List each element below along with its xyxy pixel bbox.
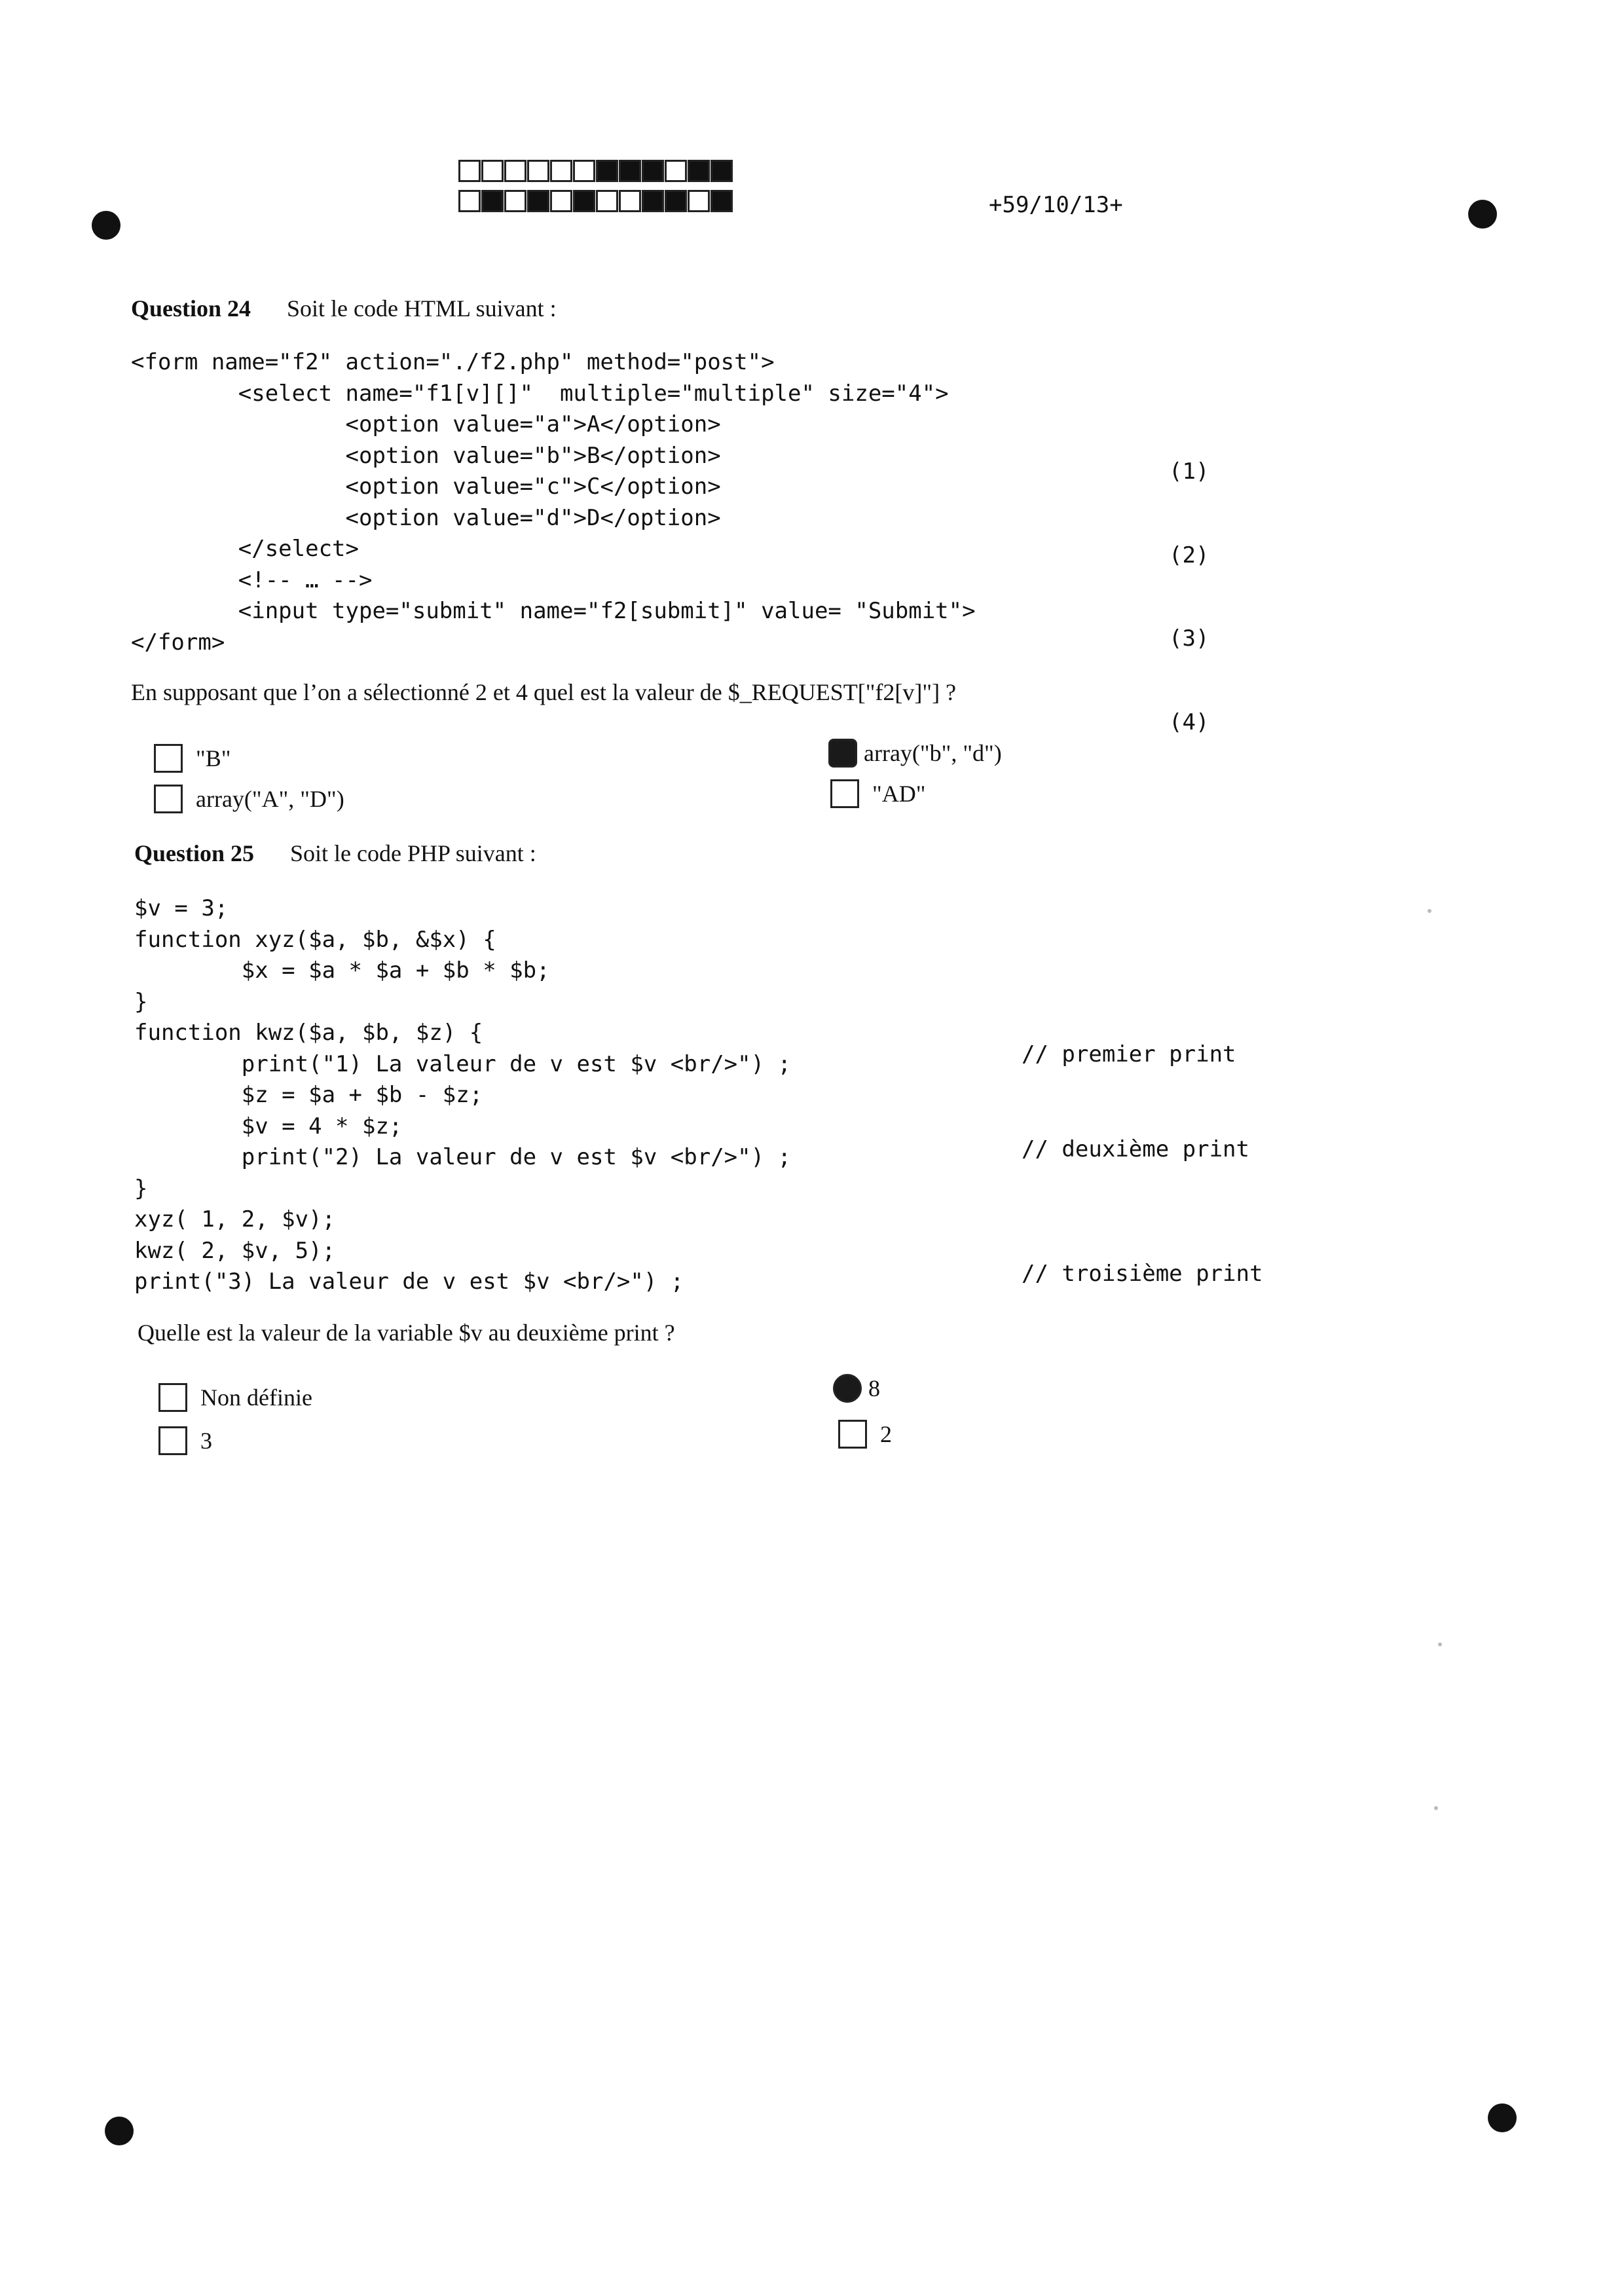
question-intro: Soit le code HTML suivant :: [287, 295, 557, 322]
q25-answer-1[interactable]: [158, 1383, 312, 1412]
q24-html-code: <form name="f2" action="./f2.php" method="post"> <select name="f1[v][]" multiple="multiple" size="4"> <option value="a">A</option> <option value="b">B</option> <option value="c">C</option> <option value="d">D</option> </select> <!-- … --> <input type="submit" name="f2[submit]" value= "Submit"> </form>: [131, 349, 976, 656]
answer-label: array("b", "d"): [864, 740, 1002, 766]
q24-answer-3[interactable]: [828, 739, 1002, 768]
q24-answer-2[interactable]: [154, 785, 344, 813]
code-comment: // deuxième print: [1022, 1136, 1249, 1162]
answer-checkbox-checked[interactable]: [828, 739, 857, 768]
answer-checkbox[interactable]: [158, 1383, 187, 1412]
answer-checkbox[interactable]: [830, 779, 859, 808]
barcode-cell: [550, 160, 572, 182]
q24-answer-4[interactable]: [830, 779, 925, 808]
answer-label: 2: [880, 1421, 892, 1447]
q25-answer-2[interactable]: [158, 1426, 212, 1455]
q25-answer-4[interactable]: [838, 1420, 892, 1449]
question-24-heading: [131, 295, 557, 322]
question-intro: Soit le code PHP suivant :: [290, 840, 536, 866]
answer-checkbox[interactable]: [154, 744, 183, 773]
barcode-cell: [504, 190, 526, 212]
question-number: Question 24: [131, 295, 251, 322]
scan-speck: [1434, 1806, 1438, 1810]
barcode-cell: [596, 160, 618, 182]
answer-checkbox[interactable]: [158, 1426, 187, 1455]
scan-speck: [1428, 909, 1431, 913]
q25-prompt: Quelle est la valeur de la variable $v au deuxième print ?: [138, 1320, 675, 1346]
barcode-row-2: [458, 190, 733, 212]
page-id: +59/10/13+: [989, 192, 1123, 218]
barcode-cell: [665, 160, 687, 182]
code-comment: // premier print: [1022, 1041, 1236, 1067]
answer-label: 3: [200, 1428, 212, 1454]
answer-label: Non définie: [200, 1384, 312, 1411]
option-marker: (2): [1169, 542, 1209, 568]
answer-label: "AD": [872, 781, 926, 807]
barcode-cell: [619, 160, 641, 182]
barcode-cell: [527, 160, 549, 182]
question-25-heading: [134, 840, 536, 867]
barcode-cell: [458, 190, 481, 212]
barcode-cell: [458, 160, 481, 182]
barcode-cell: [527, 190, 549, 212]
option-marker: (3): [1169, 625, 1209, 652]
registration-dot-top-right: [1468, 200, 1497, 229]
barcode-cell: [688, 160, 710, 182]
q24-option-markers: [1169, 404, 1209, 764]
answer-checkbox-checked[interactable]: [833, 1374, 862, 1403]
barcode-cell: [504, 160, 526, 182]
barcode-cell: [573, 160, 595, 182]
answer-label: array("A", "D"): [196, 786, 344, 812]
barcode-cell: [481, 160, 504, 182]
barcode-cell: [665, 190, 687, 212]
barcode-cell: [642, 160, 664, 182]
barcode-cell: [710, 160, 733, 182]
barcode-cell: [619, 190, 641, 212]
q25-php-code: $v = 3; function xyz($a, $b, &$x) { $x = $a * $a + $b * $b; } function kwz($a, $b, $z) { print("1) La valeur de v est $v <br/>") ; $z = $a + $b - $z; $v = 4 * $z; print("2) La valeur de v est $v <br/>") ; } xyz( 1, 2, $v); kwz( 2, $v, 5); print("3) La valeur de v est $v <br/>") ;: [134, 895, 792, 1295]
scan-speck: [1438, 1642, 1442, 1646]
barcode-cell: [710, 190, 733, 212]
answer-checkbox[interactable]: [838, 1420, 867, 1449]
code-comment: // troisième print: [1022, 1261, 1263, 1287]
answer-checkbox[interactable]: [154, 785, 183, 813]
q24-prompt: En supposant que l’on a sélectionné 2 et 4 quel est la valeur de $_REQUEST["f2[v]"] ?: [131, 679, 957, 705]
registration-dot-top-left: [92, 211, 120, 240]
answer-label: 8: [868, 1375, 880, 1401]
q25-code-comments: [1022, 1041, 1263, 1287]
q25-answer-3[interactable]: [833, 1374, 880, 1403]
q24-answer-1[interactable]: [154, 744, 231, 773]
barcode-cell: [550, 190, 572, 212]
registration-dot-bottom-left: [105, 2117, 134, 2145]
barcode-cell: [573, 190, 595, 212]
barcode-cell: [481, 190, 504, 212]
question-number: Question 25: [134, 840, 255, 866]
registration-dot-bottom-right: [1488, 2103, 1517, 2132]
barcode-row-1: [458, 160, 733, 182]
barcode-cell: [642, 190, 664, 212]
option-marker: (1): [1169, 458, 1209, 485]
barcode-cell: [596, 190, 618, 212]
answer-label: "B": [196, 745, 231, 771]
option-marker: (4): [1169, 709, 1209, 735]
barcode-cell: [688, 190, 710, 212]
